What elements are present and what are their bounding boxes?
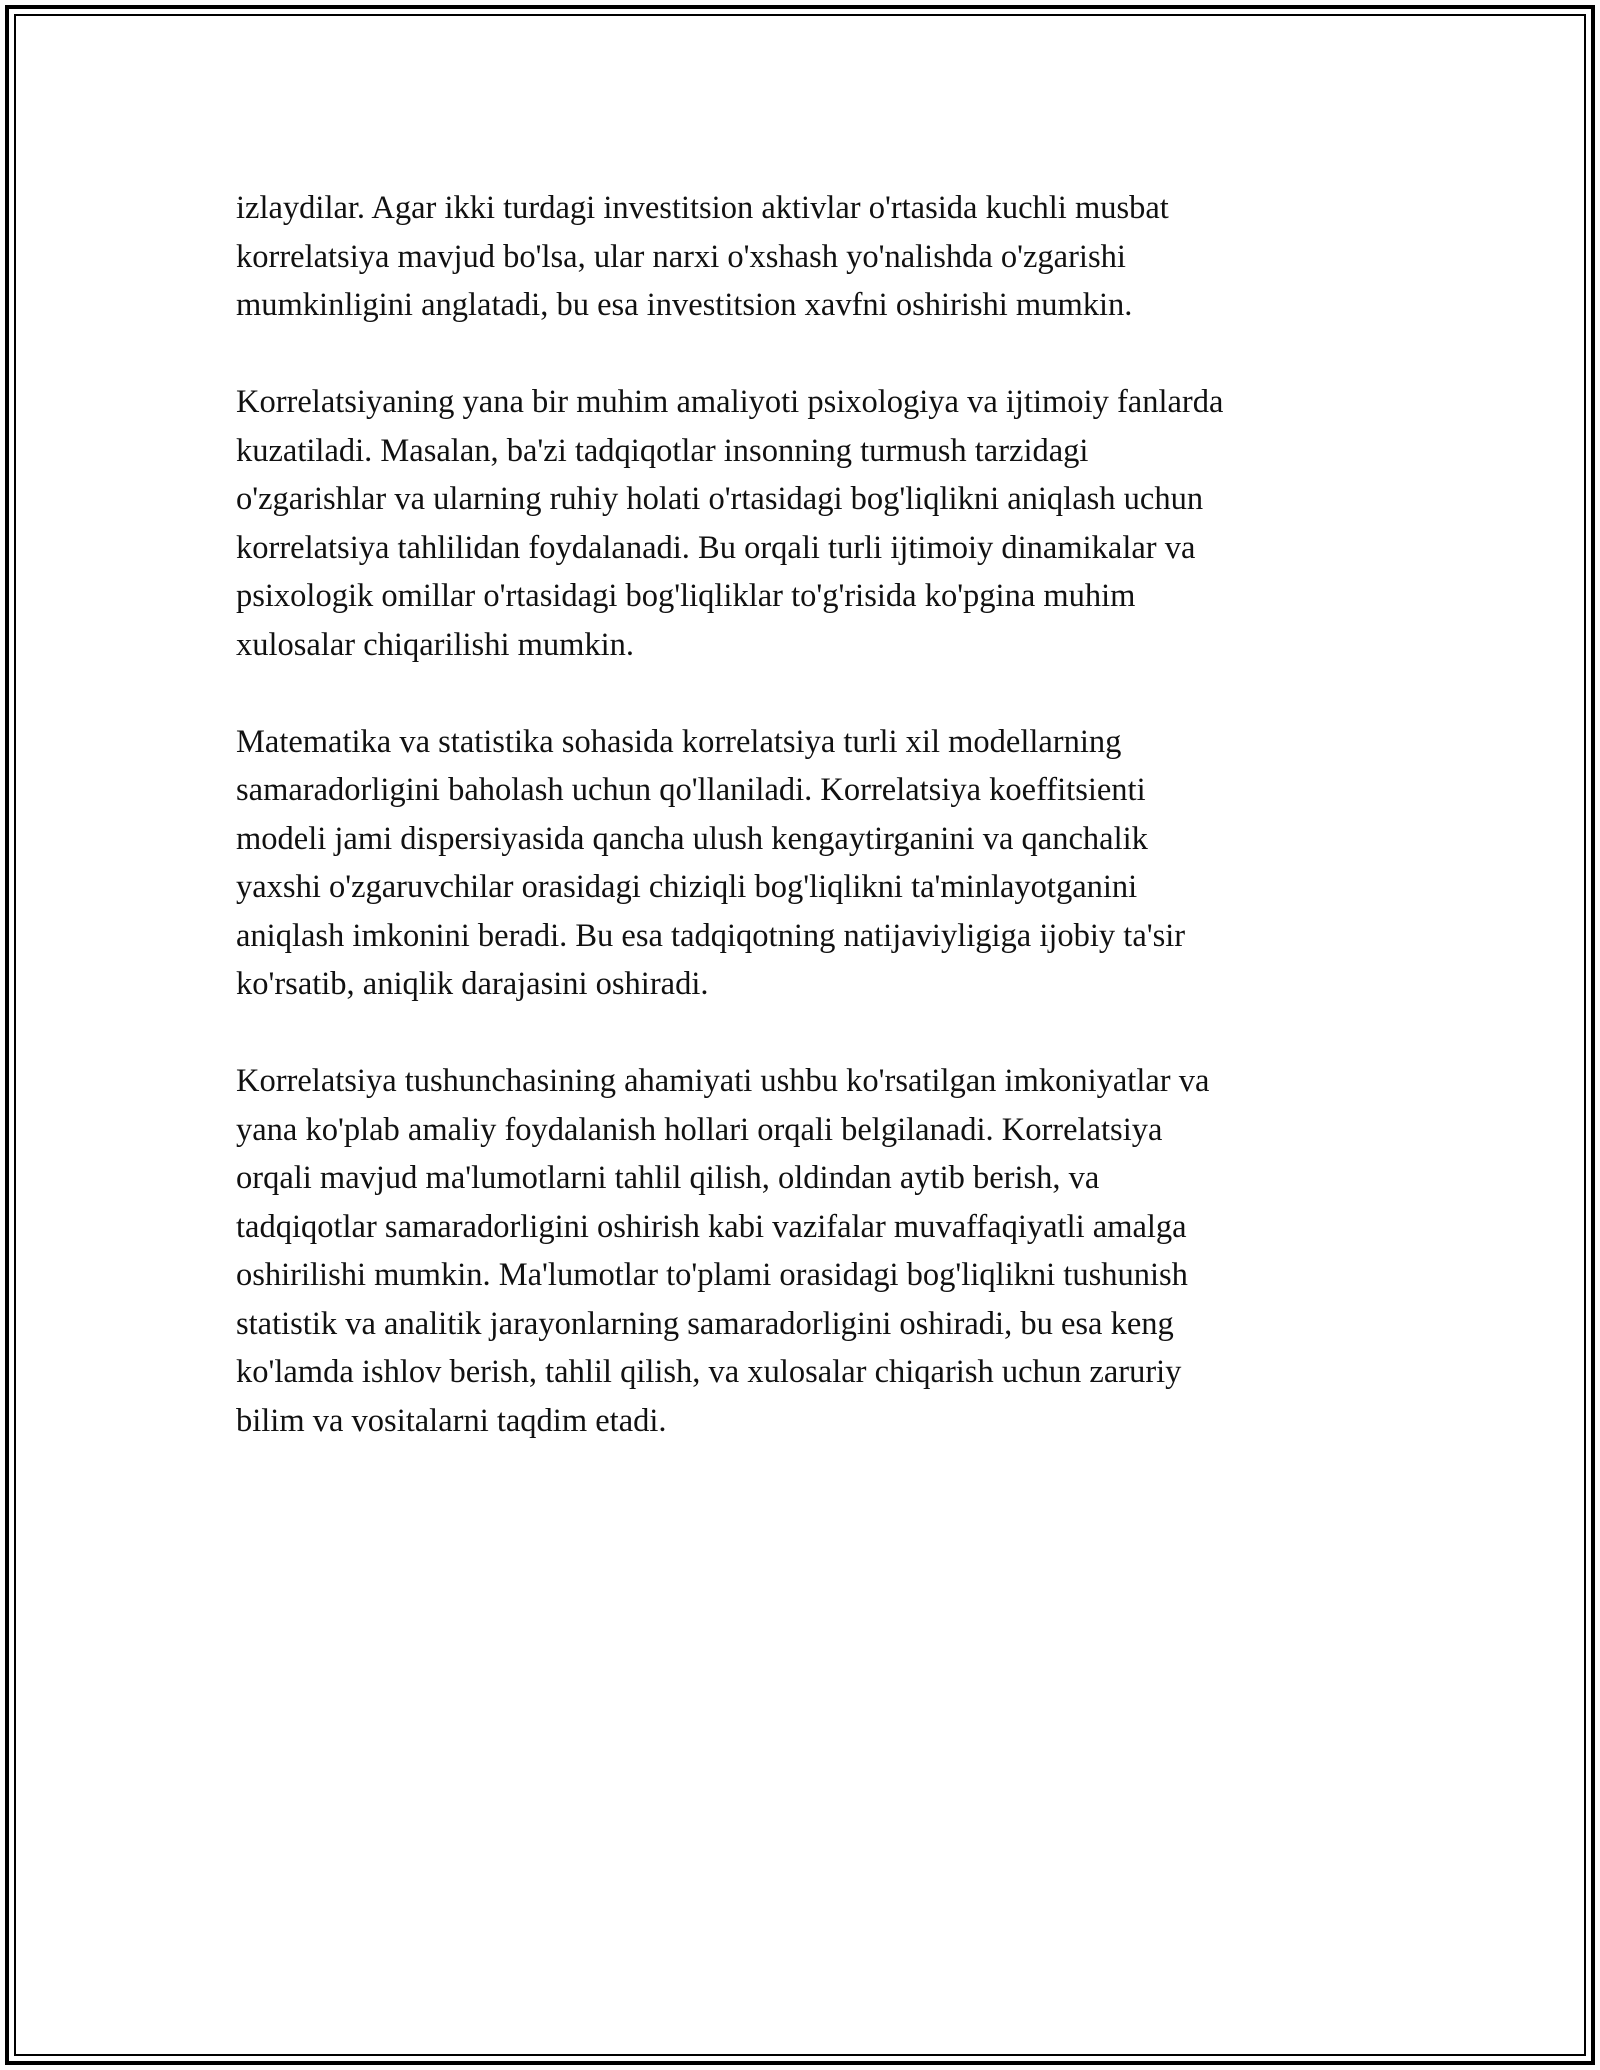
paragraph-psychology-social-sciences: Korrelatsiyaning yana bir muhim amaliyoti psixologiya va ijtimoiy fanlarda kuzatiladi. Masalan, ba'zi tadqiqotlar insonning turmush tarzidagi o'zgarishlar va ularning ruhiy holati o'rtasidagi bog'liqlikni aniqlash uchun korrelatsiya tahlilidan foydalanadi. Bu orqali turli ijtimoiy dinamikalar va psixologik omillar o'rtasidagi bog'liqliklar to'g'risida ko'pgina muhim xulosalar chiqarilishi mumkin.	[236, 384, 1224, 663]
paragraph-importance-of-correlation: Korrelatsiya tushunchasining ahamiyati ushbu ko'rsatilgan imkoniyatlar va yana ko'plab amaliy foydalanish hollari orqali belgilanadi. Korrelatsiya orqali mavjud ma'lumotlarni tahlil qilish, oldindan aytib berish, va tadqiqotlar samaradorligini oshirish kabi vazifalar muvaffaqiyatli amalga oshirilishi mumkin. Ma'lumotlar to'plami orasidagi bog'liqlikni tushunish statistik va analitik jarayonlarning samaradorligini oshiradi, bu esa keng ko'lamda ishlov berish, tahlil qilish, va xulosalar chiqarish uchun zaruriy bilim va vositalarni taqdim etadi.	[236, 1063, 1210, 1439]
paragraph-mathematics-statistics: Matematika va statistika sohasida korrelatsiya turli xil modellarning samaradorligini baholash uchun qo'llaniladi. Korrelatsiya koeffitsienti modeli jami dispersiyasida qancha ulush kengaytirganini va qanchalik yaxshi o'zgaruvchilar orasidagi chiziqli bog'liqlikni ta'minlayotganini aniqlash imkonini beradi. Bu esa tadqiqotning natijaviyligiga ijobiy ta'sir ko'rsatib, aniqlik darajasini oshiradi.	[236, 723, 1186, 1002]
document-body	[236, 184, 1366, 1494]
paragraph-investment-correlation: izlaydilar. Agar ikki turdagi investitsion aktivlar o'rtasida kuchli musbat korrelatsiya mavjud bo'lsa, ular narxi o'xshash yo'nalishda o'zgarishi mumkinligini anglatadi, bu esa investitsion xavfni oshirishi mumkin.	[236, 190, 1169, 323]
